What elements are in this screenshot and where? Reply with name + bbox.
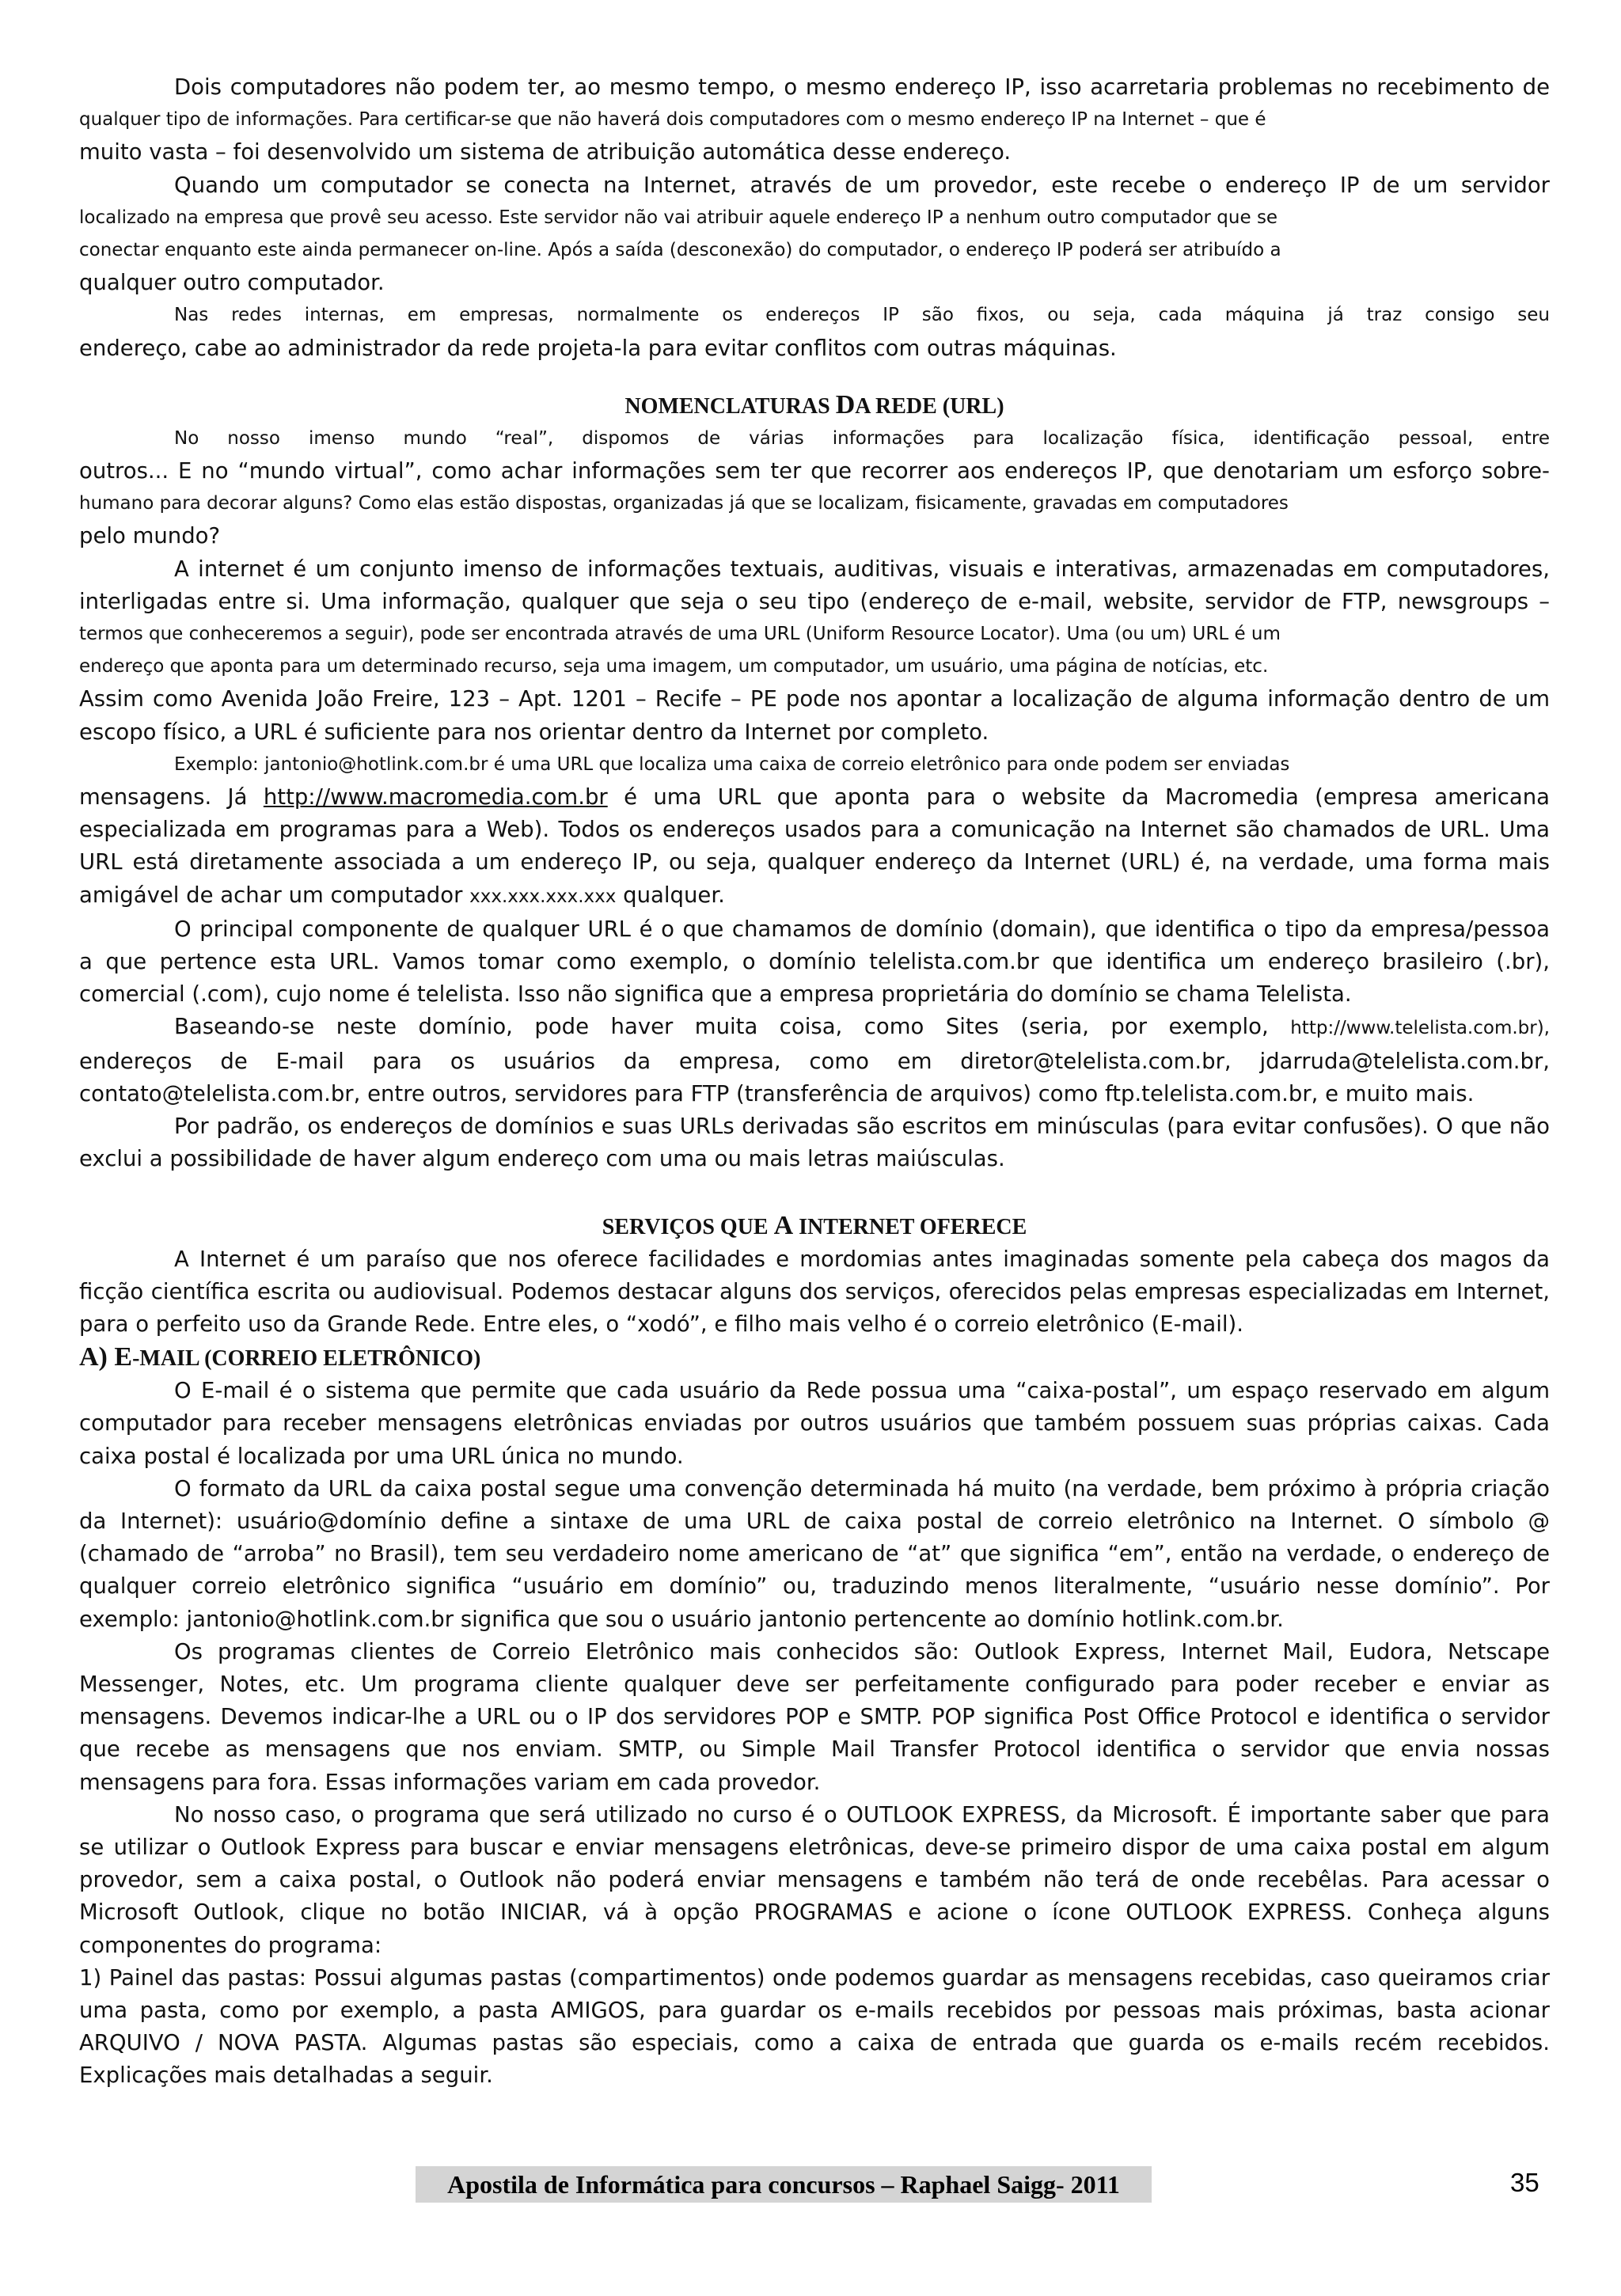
paragraph-url-2-line-2: interligadas entre si. Uma informação, qualquer que seja o seu tipo (endereço de e-mail, website, servidor de FTP, newsgroups – [79, 588, 1550, 614]
paragraph-ip-3: Nas redes internas, em empresas, normalmente os endereços IP são fixos, ou seja, cada máquina já traz consigo seu [174, 305, 1550, 326]
paragraph-email-3-line-4: que recebe as mensagens que nos enviam. SMTP, ou Simple Mail Transfer Protocol identifica o servidor que envia nossas [79, 1736, 1550, 1763]
paragraph-email-4-line-3: provedor, sem a caixa postal, o Outlook não poderá enviar mensagens e também não terá de onde recebêlas. Para acessar o [79, 1867, 1550, 1893]
paragraph-url-4-line-3: comercial (.com), cujo nome é telelista. Isso não significa que a empresa proprietária do domínio se chama Telelista. [79, 981, 1352, 1008]
paragraph-url-5-line-2: endereços de E-mail para os usuários da empresa, como em diretor@telelista.com.br, jdarruda@telelista.com.br, [79, 1048, 1550, 1074]
paragraph-ip-1-line-2: qualquer tipo de informações. Para certificar-se que não haverá dois computadores com o mesmo endereço IP na Internet – que é [79, 109, 1266, 131]
paragraph-ip-1-line-3: muito vasta – foi desenvolvido um sistema de atribuição automática desse endereço. [79, 139, 1012, 165]
paragraph-url-1-line-2: outros... E no “mundo virtual”, como achar informações sem ter que recorrer aos endereços IP, que denotariam um esforço sobre- [79, 458, 1550, 484]
paragraph-email-1-line-2: computador para receber mensagens eletrônicas enviadas por outros usuários que também possuem suas próprias caixas. Cada [79, 1410, 1550, 1436]
heading-servicos: SERVIÇOS QUE A INTERNET OFERECE [602, 1210, 1027, 1240]
paragraph-email-3-line-2: Messenger, Notes, etc. Um programa cliente qualquer deve ser perfeitamente configurado para poder receber e enviar as [79, 1671, 1550, 1697]
page-footer: Apostila de Informática para concursos – Raphael Saigg- 2011 [416, 2166, 1152, 2203]
paragraph-email-2-line-5: exemplo: jantonio@hotlink.com.br significa que sou o usuário jantonio pertencente ao domínio hotlink.com.br. [79, 1606, 1284, 1632]
paragraph-url-2-line-5: Assim como Avenida João Freire, 123 – Apt. 1201 – Recife – PE pode nos apontar a localização de alguma informação dentro de um [79, 686, 1550, 712]
paragraph-url-4-line-2: a que pertence esta URL. Vamos tomar como exemplo, o domínio telelista.com.br que identifica um endereço brasileiro (.br), [79, 949, 1550, 975]
paragraph-email-4-line-5: componentes do programa: [79, 1932, 382, 1958]
paragraph-url-3-line-5: amigável de achar um computador xxx.xxx.xxx.xxx qualquer. [79, 882, 725, 908]
paragraph-url-4: O principal componente de qualquer URL é o que chamamos de domínio (domain), que identifica o tipo da empresa/pessoa [174, 916, 1550, 942]
paragraph-email-2-line-4: qualquer correio eletrônico significa “usuário em domínio” ou, traduzindo menos literalmente, “usuário nesse domínio”. Por [79, 1573, 1550, 1600]
paragraph-servicos-1-line-2: ficção científica escrita ou audiovisual. Podemos destacar alguns dos serviços, oferecidos pelas empresas especializadas em Internet, [79, 1278, 1550, 1304]
paragraph-email-5: 1) Painel das pastas: Possui algumas pastas (compartimentos) onde podemos guardar as mensagens recebidas, caso queiramos criar [79, 1964, 1550, 1990]
paragraph-url-2-line-3: termos que conheceremos a seguir), pode ser encontrada através de uma URL (Uniform Resource Locator). Uma (ou um) URL é um [79, 624, 1281, 645]
paragraph-url-5-line-3: contato@telelista.com.br, entre outros, servidores para FTP (transferência de arquivos) como ftp.telelista.com.br, e muito mais. [79, 1080, 1475, 1106]
paragraph-url-1-line-4: pelo mundo? [79, 523, 221, 549]
macromedia-link[interactable]: http://www.macromedia.com.br [263, 784, 608, 810]
paragraph-email-3-line-3: mensagens. Devemos indicar-lhe a URL ou o IP dos servidores POP e SMTP. POP significa Post Office Protocol e identifica o servidor [79, 1704, 1550, 1730]
page-number: 35 [1510, 2168, 1539, 2197]
paragraph-url-3-line-3: especializada em programas para a Web). Todos os endereços usados para a comunicação na Internet são chamados de URL. Uma [79, 817, 1550, 843]
paragraph-email-4-line-4: Microsoft Outlook, clique no botão INICIAR, vá à opção PROGRAMAS e acione o ícone OUTLOOK EXPRESS. Conheça alguns [79, 1899, 1550, 1926]
paragraph-email-2: O formato da URL da caixa postal segue uma convenção determinada há muito (na verdade, bem próximo à própria criação [174, 1475, 1550, 1501]
paragraph-url-6-line-2: exclui a possibilidade de haver algum endereço com uma ou mais letras maiúsculas. [79, 1146, 1005, 1172]
paragraph-email-1: O E-mail é o sistema que permite que cada usuário da Rede possua uma “caixa-postal”, um espaço reservado em algum [174, 1378, 1550, 1404]
paragraph-email-4: No nosso caso, o programa que será utilizado no curso é o OUTLOOK EXPRESS, da Microsoft. É importante saber que para [174, 1801, 1550, 1827]
paragraph-email-3: Os programas clientes de Correio Eletrônico mais conhecidos são: Outlook Express, Internet Mail, Eudora, Netscape [174, 1638, 1550, 1664]
paragraph-url-2-line-6: escopo físico, a URL é suficiente para nos orientar dentro da Internet por completo. [79, 719, 989, 745]
paragraph-url-6: Por padrão, os endereços de domínios e suas URLs derivadas são escritos em minúsculas (para evitar confusões). O que não [174, 1114, 1550, 1140]
paragraph-email-3-line-5: mensagens para fora. Essas informações variam em cada provedor. [79, 1769, 821, 1795]
paragraph-email-4-line-2: se utilizar o Outlook Express para buscar e enviar mensagens eletrônicas, deve-se primeiro dispor de uma caixa postal em algum [79, 1834, 1550, 1860]
paragraph-url-3-line-2: mensagens. Já http://www.macromedia.com.br é uma URL que aponta para o website da Macromedia (empresa americana [79, 784, 1550, 810]
paragraph-url-5: Baseando-se neste domínio, pode haver muita coisa, como Sites (seria, por exemplo, http://www.telelista.com.br), [174, 1014, 1550, 1040]
heading-email: A) E-MAIL (CORREIO ELETRÔNICO) [79, 1342, 481, 1372]
paragraph-url-2-line-4: endereço que aponta para um determinado recurso, seja uma imagem, um computador, um usuário, uma página de notícias, etc. [79, 656, 1269, 677]
paragraph-ip-2: Quando um computador se conecta na Internet, através de um provedor, este recebe o endereço IP de um servidor [174, 172, 1550, 198]
paragraph-servicos-1-line-3: para o perfeito uso da Grande Rede. Entre eles, o “xodó”, e filho mais velho é o correio eletrônico (E-mail). [79, 1311, 1243, 1337]
paragraph-url-3-line-4: URL está diretamente associada a um endereço IP, ou seja, qualquer endereço da Internet (URL) é, na verdade, uma forma mais [79, 849, 1550, 875]
paragraph-email-5-line-2: uma pasta, como por exemplo, a pasta AMIGOS, para guardar os e-mails recebidos por pessoas mais próximas, basta acionar [79, 1997, 1550, 2023]
paragraph-url-1: No nosso imenso mundo “real”, dispomos de várias informações para localização física, identificação pessoal, entre [174, 427, 1550, 449]
paragraph-ip-2-line-4: qualquer outro computador. [79, 270, 385, 296]
paragraph-ip-2-line-3: conectar enquanto este ainda permanecer on-line. Após a saída (desconexão) do computador, o endereço IP poderá ser atribuído a [79, 240, 1281, 261]
paragraph-url-2: A internet é um conjunto imenso de informações textuais, auditivas, visuais e interativas, armazenadas em computadores, [174, 556, 1550, 582]
paragraph-ip-1: Dois computadores não podem ter, ao mesmo tempo, o mesmo endereço IP, isso acarretaria problemas no recebimento de [174, 74, 1550, 100]
paragraph-ip-2-line-2: localizado na empresa que provê seu acesso. Este servidor não vai atribuir aquele endereço IP a nenhum outro computador que se [79, 207, 1278, 228]
paragraph-email-5-line-3: ARQUIVO / NOVA PASTA. Algumas pastas são especiais, como a caixa de entrada que guarda os e-mails recém recebidos. [79, 2030, 1550, 2056]
paragraph-url-3: Exemplo: jantonio@hotlink.com.br é uma URL que localiza uma caixa de correio eletrônico para onde podem ser enviadas [174, 753, 1290, 775]
paragraph-servicos-1: A Internet é um paraíso que nos oferece facilidades e mordomias antes imaginadas somente pela cabeça dos magos da [174, 1246, 1550, 1272]
paragraph-ip-3-line-2: endereço, cabe ao administrador da rede projeta-la para evitar conflitos com outras máquinas. [79, 335, 1117, 361]
paragraph-email-5-line-4: Explicações mais detalhadas a seguir. [79, 2063, 493, 2089]
paragraph-email-2-line-3: (chamado de “arroba” no Brasil), tem seu verdadeiro nome americano de “at” que significa “em”, então na verdade, o endereço de [79, 1541, 1550, 1567]
paragraph-email-2-line-2: da Internet): usuário@domínio define a sintaxe de uma URL de caixa postal de correio eletrônico na Internet. O símbolo @ [79, 1508, 1550, 1534]
document-page [79, 71, 1550, 2093]
heading-nomenclaturas: NOMENCLATURAS DA REDE (URL) [624, 389, 1004, 419]
paragraph-email-1-line-3: caixa postal é localizada por uma URL única no mundo. [79, 1443, 684, 1469]
paragraph-url-1-line-3: humano para decorar alguns? Como elas estão dispostas, organizadas já que se localizam, fisicamente, gravadas em computadores [79, 493, 1289, 514]
